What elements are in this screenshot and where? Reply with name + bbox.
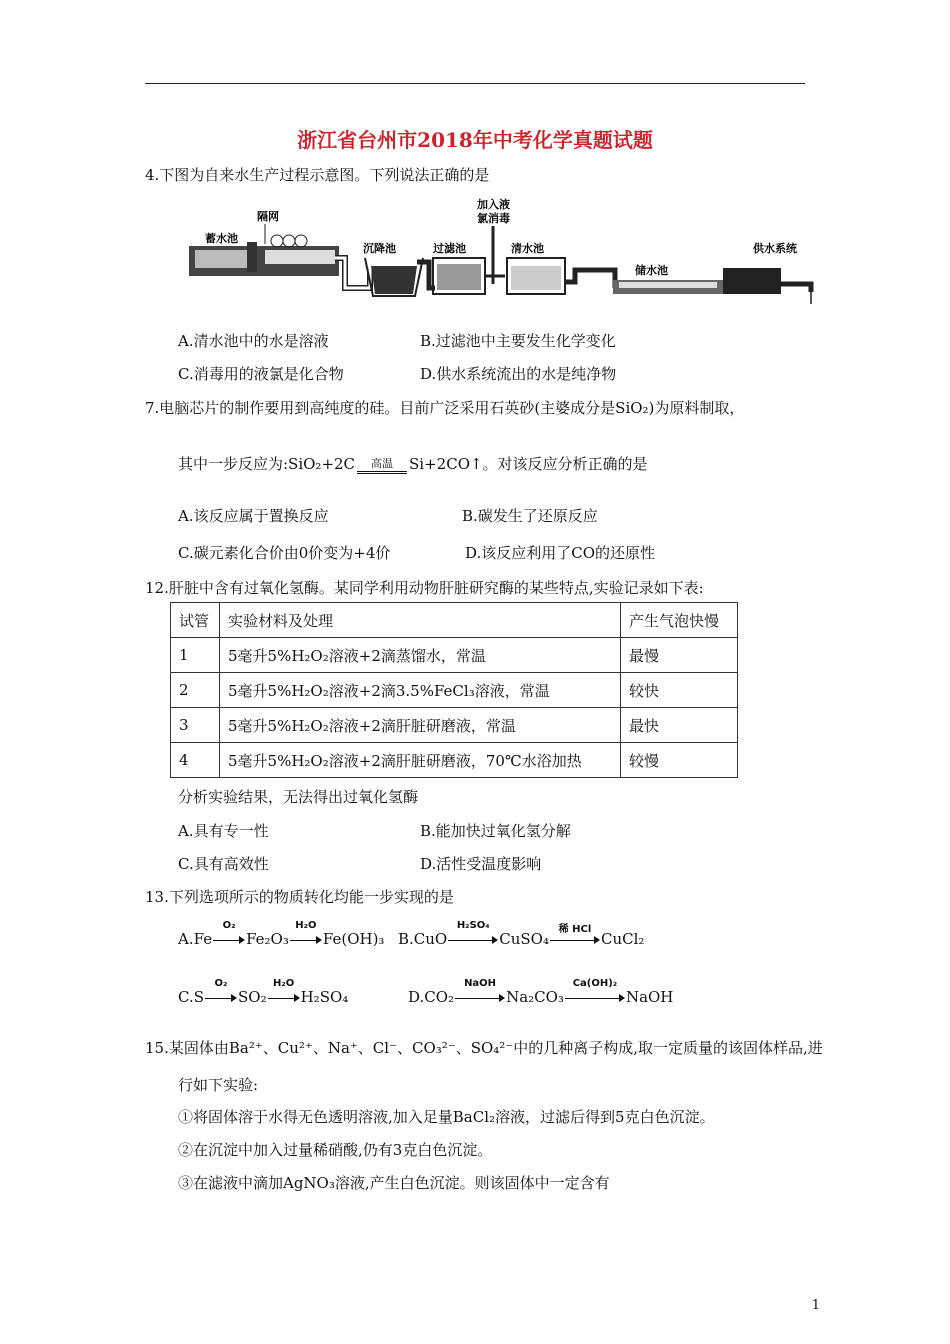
q15-step-3: ③在滤液中滴加AgNO₃溶液,产生白色沉淀。则该固体中一定含有 [178, 1174, 610, 1192]
header-cell: 实验材料及处理 [220, 603, 621, 638]
reaction-arrow: H₂O [290, 934, 322, 946]
q7-eq-right: Si+2CO↑。对该反应分析正确的是 [409, 455, 648, 473]
diagram-label-2: 隔网 [257, 210, 279, 223]
diagram-label-1: 蓄水池 [205, 232, 238, 245]
q12-after: 分析实验结果，无法得出过氧化氢酶 [178, 788, 419, 806]
reaction-arrow: O₂ [205, 992, 237, 1004]
table-row [171, 743, 738, 778]
table-cell: 5毫升5%H₂O₂溶液+2滴蒸馏水，常温 [220, 638, 621, 673]
reaction-arrow: 稀 HCl [550, 934, 600, 946]
table-cell: 较快 [621, 673, 738, 708]
page-title: 浙江省台州市2018年中考化学真题试题 [297, 128, 653, 152]
reaction-arrow: Ca(OH)₂ [565, 992, 625, 1004]
table-cell: 较慢 [621, 743, 738, 778]
header-rule [145, 83, 805, 84]
q13-stem: 13.下列选项所示的物质转化均能一步实现的是 [145, 888, 454, 906]
diagram-label-7: 清水池 [511, 242, 544, 255]
q13-option-a: A.Fe O₂ Fe₂O₃ H₂O Fe(OH)₃ [178, 920, 385, 948]
q15-step-1: ①将固体溶于水得无色透明溶液,加入足量BaCl₂溶液，过滤后得到5克白色沉淀。 [178, 1108, 715, 1126]
diagram-label-9: 供水系统 [753, 242, 797, 255]
reaction-arrow: NaOH [455, 992, 505, 1004]
diagram-label-3: 沉降池 [363, 242, 396, 255]
reaction-arrow: O₂ [213, 934, 245, 946]
q4-option-b: B.过滤池中主要发生化学变化 [420, 332, 616, 350]
table-header-row [171, 603, 738, 638]
q12-option-d: D.活性受温度影响 [420, 855, 542, 873]
diagram-label-8: 储水池 [635, 264, 668, 277]
table-cell: 5毫升5%H₂O₂溶液+2滴肝脏研磨液，70℃水浴加热 [220, 743, 621, 778]
table-cell: 最慢 [621, 638, 738, 673]
q7-condition: 高温 [357, 455, 407, 474]
diagram-label-5: 加入液 [477, 198, 510, 211]
experiment-table [170, 602, 738, 778]
q12-option-c: C.具有高效性 [178, 855, 269, 873]
q4-option-a: A.清水池中的水是溶液 [178, 332, 329, 350]
diagram-label-4: 过滤池 [433, 242, 466, 255]
header-cell: 产生气泡快慢 [621, 603, 738, 638]
table-cell: 5毫升5%H₂O₂溶液+2滴肝脏研磨液，常温 [220, 708, 621, 743]
q13-option-d: D.CO₂ NaOH Na₂CO₃ Ca(OH)₂ NaOH [408, 978, 674, 1006]
q7-option-a: A.该反应属于置换反应 [178, 507, 329, 525]
table-cell: 1 [171, 638, 220, 673]
q4-option-c: C.消毒用的液氯是化合物 [178, 365, 344, 383]
q15-step-2: ②在沉淀中加入过量稀硝酸,仍有3克白色沉淀。 [178, 1141, 493, 1159]
q7-option-c: C.碳元素化合价由0价变为+4价 [178, 544, 391, 562]
q12-stem: 12.肝脏中含有过氧化氢酶。某同学利用动物肝脏研究酶的某些特点,实验记录如下表: [145, 579, 704, 597]
q7-equation [178, 453, 648, 476]
q13-option-b: B.CuO H₂SO₄ CuSO₄ 稀 HCl CuCl₂ [398, 920, 645, 948]
diagram-label-6: 氯消毒 [477, 212, 510, 225]
table-row [171, 673, 738, 708]
table-cell: 最快 [621, 708, 738, 743]
q7-option-d: D.该反应利用了CO的还原性 [465, 544, 656, 562]
table-cell: 5毫升5%H₂O₂溶液+2滴3.5%FeCl₃溶液，常温 [220, 673, 621, 708]
q7-option-b: B.碳发生了还原反应 [462, 507, 598, 525]
table-cell: 4 [171, 743, 220, 778]
q13-option-c: C.S O₂ SO₂ H₂O H₂SO₄ [178, 978, 349, 1006]
q15-stem: 15.某固体由Ba²⁺、Cu²⁺、Na⁺、Cl⁻、CO₃²⁻、SO₄²⁻中的几种离子构成,取一定质量的该固体样品,进 [145, 1039, 823, 1057]
q15-line2: 行如下实验: [178, 1076, 259, 1094]
q12-option-b: B.能加快过氧化氢分解 [420, 822, 571, 840]
water-process-diagram [185, 196, 825, 308]
table-cell: 2 [171, 673, 220, 708]
q7-stem: 7.电脑芯片的制作要用到高纯度的硅。目前广泛采用石英砂(主婆成分是SiO₂)为原料制取， [145, 399, 745, 417]
q12-option-a: A.具有专一性 [178, 822, 269, 840]
header-cell: 试管 [171, 603, 220, 638]
reaction-arrow: H₂SO₄ [448, 934, 498, 946]
table-row [171, 708, 738, 743]
table-cell: 3 [171, 708, 220, 743]
reaction-arrow: H₂O [268, 992, 300, 1004]
q4-stem: 4.下图为自来水生产过程示意图。下列说法正确的是 [145, 166, 490, 184]
q4-option-d: D.供水系统流出的水是纯净物 [420, 365, 617, 383]
page-number: 1 [811, 1298, 820, 1313]
q7-eq-left: 其中一步反应为:SiO₂+2C [178, 455, 356, 473]
table-row [171, 638, 738, 673]
